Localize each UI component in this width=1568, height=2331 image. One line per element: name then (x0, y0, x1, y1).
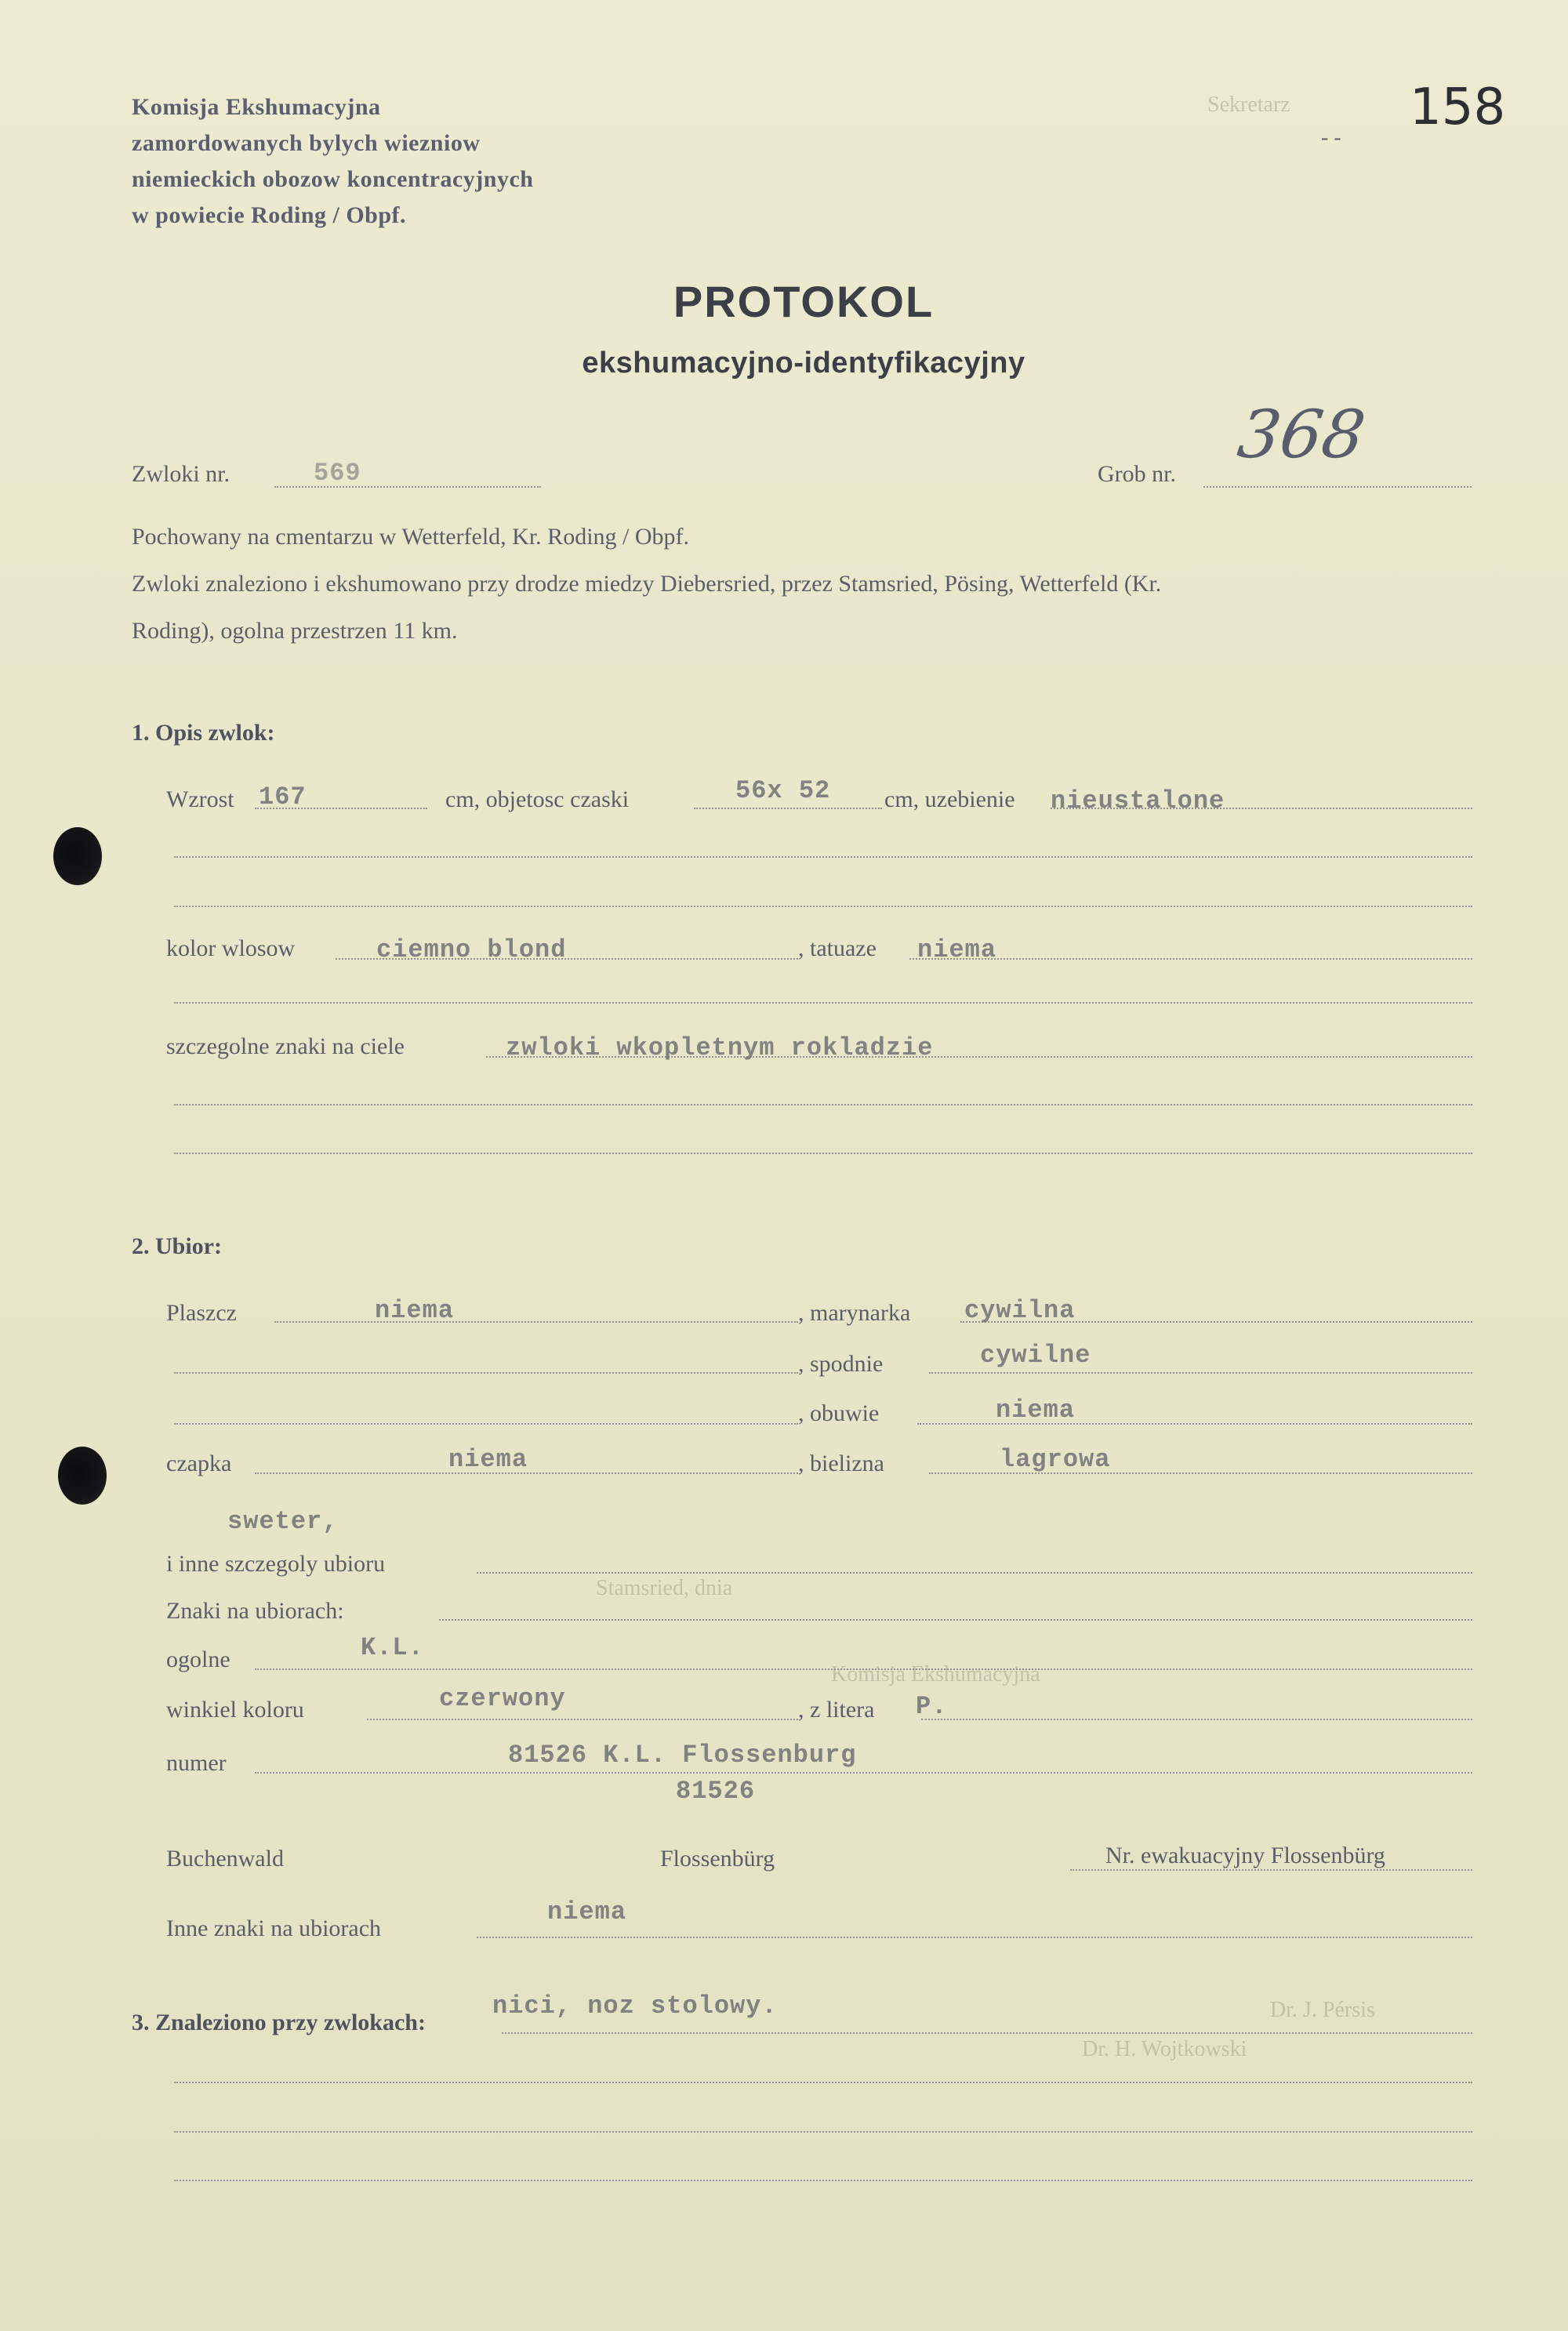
buchenwald-label: Buchenwald (166, 1846, 284, 1872)
czapka-label: czapka (166, 1451, 232, 1476)
grob-label: Grob nr. (1098, 461, 1176, 487)
top-mark: - - (1321, 125, 1341, 150)
numer-value-2: 81526 (676, 1777, 756, 1806)
blank-line (174, 2180, 1472, 2181)
winkiel-line (367, 1719, 798, 1720)
tatuaze-value: niema (917, 935, 997, 964)
bleed-text: Stamsried, dnia (596, 1576, 733, 1600)
sweter-value: sweter, (227, 1507, 339, 1536)
znaleziono-line (502, 2032, 1472, 2034)
section-1-heading: 1. Opis zwlok: (132, 720, 275, 746)
header-line-2: zamordowanych bylych wiezniow (132, 130, 481, 156)
ogolne-value: K.L. (361, 1633, 424, 1662)
znaleziono-value: nici, noz stolowy. (492, 1992, 778, 2021)
blank-line (174, 2082, 1472, 2083)
bleed-text: Komisja Ekshumacyjna (831, 1662, 1040, 1687)
bleed-text: Dr. J. Pérsis (1270, 1998, 1375, 2022)
blank-line (174, 1372, 798, 1374)
marynarka-label: , marynarka (798, 1300, 911, 1326)
blank-line (439, 1619, 1472, 1621)
intro-line-3: Roding), ogolna przestrzen 11 km. (132, 618, 458, 644)
plaszcz-line (274, 1321, 798, 1323)
inne-szczegoly-label: i inne szczegoly ubioru (166, 1551, 386, 1577)
numer-value: 81526 K.L. Flossenburg (508, 1741, 857, 1770)
obuwie-label: , obuwie (798, 1400, 880, 1426)
page-subtitle: ekshumacyjno-identyfikacyjny (582, 347, 1025, 379)
plaszcz-value: niema (375, 1296, 455, 1325)
wzrost-label: Wzrost (166, 786, 234, 812)
blank-line (174, 1104, 1472, 1106)
grob-line (1203, 486, 1472, 488)
ogolne-label: ogolne (166, 1647, 230, 1672)
bielizna-value: lagrowa (1000, 1445, 1111, 1474)
intro-line-1: Pochowany na cmentarzu w Wetterfeld, Kr. Roding / Obpf. (132, 524, 690, 550)
bleed-text: Dr. H. Wojtkowski (1082, 2037, 1247, 2061)
spodnie-label: , spodnie (798, 1351, 884, 1377)
page-title: PROTOKOL (673, 277, 935, 326)
numer-line (255, 1772, 1472, 1774)
inne-znaki-label: Inne znaki na ubiorach (166, 1915, 382, 1941)
punch-hole-top (53, 827, 102, 885)
plaszcz-label: Plaszcz (166, 1300, 237, 1326)
blank-line (174, 906, 1472, 907)
inne-znaki-line (477, 1937, 1472, 1938)
czapka-value: niema (448, 1445, 528, 1474)
section-2-heading: 2. Ubior: (132, 1233, 222, 1259)
inne-line (477, 1572, 1472, 1574)
tatuaze-label: , tatuaze (798, 935, 877, 961)
spodnie-value: cywilne (980, 1341, 1091, 1370)
zwloki-label: Zwloki nr. (132, 461, 230, 487)
header-line-1: Komisja Ekshumacyjna (132, 94, 381, 120)
czaszka-line (694, 808, 882, 809)
cm-uzebienie-label: cm, uzebienie (884, 786, 1015, 812)
uzebienie-value: nieustalone (1051, 786, 1225, 815)
litera-line (921, 1719, 1472, 1720)
znaki-ubiorach-label: Znaki na ubiorach: (166, 1598, 344, 1624)
page-number: 158 (1410, 78, 1506, 136)
marynarka-value: cywilna (964, 1296, 1076, 1325)
cm-objetosc-label: cm, objetosc czaski (445, 786, 630, 812)
wzrost-value: 167 (259, 782, 307, 811)
zwloki-value: 569 (314, 459, 361, 488)
winkiel-value: czerwony (439, 1684, 566, 1713)
bielizna-label: , bielizna (798, 1451, 884, 1476)
grob-value-handwritten: 368 (1233, 396, 1370, 473)
ogolne-line (255, 1668, 1472, 1670)
spodnie-line (929, 1372, 1472, 1374)
czaszka-value: 56x 52 (735, 776, 831, 805)
blank-line (174, 1002, 1472, 1004)
litera-label: , z litera (798, 1697, 875, 1723)
kolor-wlosow-label: kolor wlosow (166, 935, 296, 961)
nr-ewakuacyjny-label: Nr. ewakuacyjny Flossenbürg (1105, 1843, 1385, 1868)
blank-line (174, 2131, 1472, 2133)
punch-hole-bottom (58, 1447, 107, 1505)
nr-ewak-line (1070, 1869, 1472, 1871)
blank-line (174, 1423, 798, 1425)
section-3-heading: 3. Znaleziono przy zwlokach: (132, 2010, 426, 2035)
flossenburg-label: Flossenbürg (660, 1846, 775, 1872)
blank-line (174, 1153, 1472, 1154)
blank-line (174, 856, 1472, 858)
numer-label: numer (166, 1750, 227, 1776)
obuwie-value: niema (996, 1396, 1076, 1425)
inne-znaki-value: niema (547, 1897, 627, 1926)
winkiel-label: winkiel koloru (166, 1697, 304, 1723)
intro-line-2: Zwloki znaleziono i ekshumowano przy drodze miedzy Diebersried, przez Stamsried, Pösing, Wetterfeld (Kr. (132, 571, 1162, 597)
bleed-text: Sekretarz (1207, 93, 1290, 117)
header-line-3: niemieckich obozow koncentracyjnych (132, 166, 534, 192)
znaki-ciele-label: szczegolne znaki na ciele (166, 1033, 405, 1059)
litera-value: P. (916, 1692, 948, 1721)
header-line-4: w powiecie Roding / Obpf. (132, 202, 407, 228)
kolor-wlosow-value: ciemno blond (376, 935, 567, 964)
znaki-ciele-value: zwloki wkopletnym rokladzie (506, 1033, 934, 1062)
